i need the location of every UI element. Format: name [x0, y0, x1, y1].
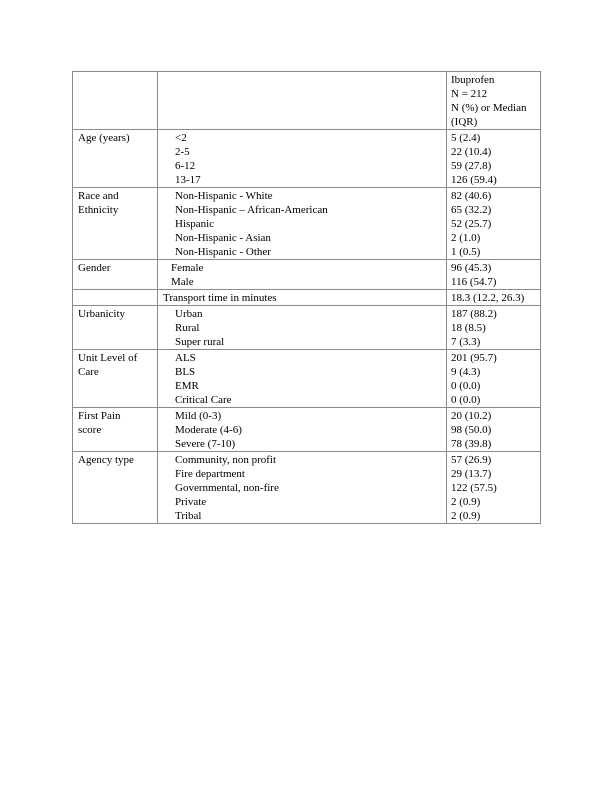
subcategory-label: EMR: [175, 380, 199, 392]
subcategory-label: Private: [175, 496, 207, 508]
value-text: 7 (3.3): [451, 336, 481, 348]
value-cell: [447, 188, 541, 260]
header-line: N = 212: [451, 88, 488, 100]
subcategory-label: Non-Hispanic - White: [175, 190, 273, 202]
demographics-table: [72, 71, 541, 524]
subcategory-label: Female: [171, 262, 204, 274]
subcategory-label: Transport time in minutes: [163, 292, 277, 304]
table-row: [73, 452, 541, 524]
value-cell: [447, 290, 541, 306]
table-row: [73, 290, 541, 306]
value-text: 52 (25.7): [451, 218, 492, 230]
subcategory-label: Non-Hispanic – African-American: [175, 204, 328, 216]
category-label: First Pain: [78, 410, 121, 422]
subcategory-label: Non-Hispanic - Other: [175, 246, 271, 258]
value-text: 20 (10.2): [451, 410, 492, 422]
value-text: 98 (50.0): [451, 424, 492, 436]
value-text: 29 (13.7): [451, 468, 492, 480]
value-text: 0 (0.0): [451, 380, 481, 392]
value-text: 126 (59.4): [451, 174, 497, 186]
subcategory-label: Mild (0-3): [175, 410, 222, 422]
value-text: 116 (54.7): [451, 276, 497, 288]
subcategory-cell: [158, 260, 447, 290]
value-text: 22 (10.4): [451, 146, 492, 158]
category-cell: [73, 188, 158, 260]
subcategory-label: 6-12: [175, 160, 196, 172]
subcategory-label: Tribal: [175, 510, 202, 522]
value-text: 0 (0.0): [451, 394, 481, 406]
value-cell: [447, 306, 541, 350]
category-label: Care: [78, 366, 99, 378]
subcategory-label: Hispanic: [175, 218, 215, 230]
category-label: Age (years): [78, 132, 130, 144]
value-text: 78 (39.8): [451, 438, 492, 450]
value-cell: [447, 260, 541, 290]
value-text: 59 (27.8): [451, 160, 492, 172]
header-line: (IQR): [451, 116, 478, 128]
subcategory-cell: [158, 130, 447, 188]
subcategory-label: Governmental, non-fire: [175, 482, 279, 494]
subcategory-label: Male: [171, 276, 194, 288]
subcategory-label: Critical Care: [175, 394, 232, 406]
header-line: N (%) or Median: [451, 102, 527, 114]
header-empty-cell-2: [158, 72, 447, 130]
category-label: score: [78, 424, 102, 436]
value-text: 57 (26.9): [451, 454, 492, 466]
value-text: 5 (2.4): [451, 132, 481, 144]
subcategory-label: 2-5: [175, 146, 190, 158]
value-text: 201 (95.7): [451, 352, 497, 364]
category-label: Race and: [78, 190, 119, 202]
subcategory-label: Fire department: [175, 468, 245, 480]
value-text: 122 (57.5): [451, 482, 497, 494]
subcategory-label: Community, non profit: [175, 454, 277, 466]
subcategory-label: ALS: [175, 352, 196, 364]
subcategory-label: Super rural: [175, 336, 225, 348]
subcategory-label: BLS: [175, 366, 196, 378]
category-label: Unit Level of: [78, 352, 138, 364]
header-empty-cell-1: [73, 72, 158, 130]
value-text: 187 (88.2): [451, 308, 497, 320]
category-cell: [73, 290, 158, 306]
subcategory-cell: [158, 452, 447, 524]
subcategory-cell: [158, 408, 447, 452]
table-row: [73, 260, 541, 290]
subcategory-label: <2: [175, 132, 187, 144]
value-text: 18 (8.5): [451, 322, 486, 334]
table-row: [73, 188, 541, 260]
value-text: 96 (45.3): [451, 262, 492, 274]
category-cell: [73, 260, 158, 290]
category-cell: [73, 408, 158, 452]
header-ibuprofen-cell: [447, 72, 541, 130]
value-text: 2 (0.9): [451, 510, 481, 522]
subcategory-cell: [158, 188, 447, 260]
subcategory-cell: [158, 290, 447, 306]
subcategory-cell: [158, 306, 447, 350]
header-line: Ibuprofen: [451, 74, 495, 86]
value-text: 18.3 (12.2, 26.3): [451, 292, 525, 304]
category-label: Urbanicity: [78, 308, 126, 320]
subcategory-label: Urban: [175, 308, 203, 320]
subcategory-label: Moderate (4-6): [175, 424, 242, 436]
value-text: 2 (1.0): [451, 232, 481, 244]
category-cell: [73, 130, 158, 188]
subcategory-label: Non-Hispanic - Asian: [175, 232, 271, 244]
value-text: 82 (40.6): [451, 190, 492, 202]
category-cell: [73, 350, 158, 408]
table-row: [73, 130, 541, 188]
value-cell: [447, 452, 541, 524]
category-label: Agency type: [78, 454, 134, 466]
value-text: 2 (0.9): [451, 496, 481, 508]
value-text: 9 (4.3): [451, 366, 481, 378]
category-label: Ethnicity: [78, 204, 119, 216]
value-cell: [447, 408, 541, 452]
subcategory-label: Rural: [175, 322, 200, 334]
value-cell: [447, 130, 541, 188]
value-text: 1 (0.5): [451, 246, 481, 258]
category-cell: [73, 452, 158, 524]
subcategory-cell: [158, 350, 447, 408]
table-row: [73, 408, 541, 452]
category-label: Gender: [78, 262, 111, 274]
table-row: [73, 306, 541, 350]
subcategory-label: Severe (7-10): [175, 438, 236, 450]
subcategory-label: 13-17: [175, 174, 201, 186]
value-cell: [447, 350, 541, 408]
value-text: 65 (32.2): [451, 204, 492, 216]
table-row: [73, 350, 541, 408]
category-cell: [73, 306, 158, 350]
table-header-row: [73, 72, 541, 130]
